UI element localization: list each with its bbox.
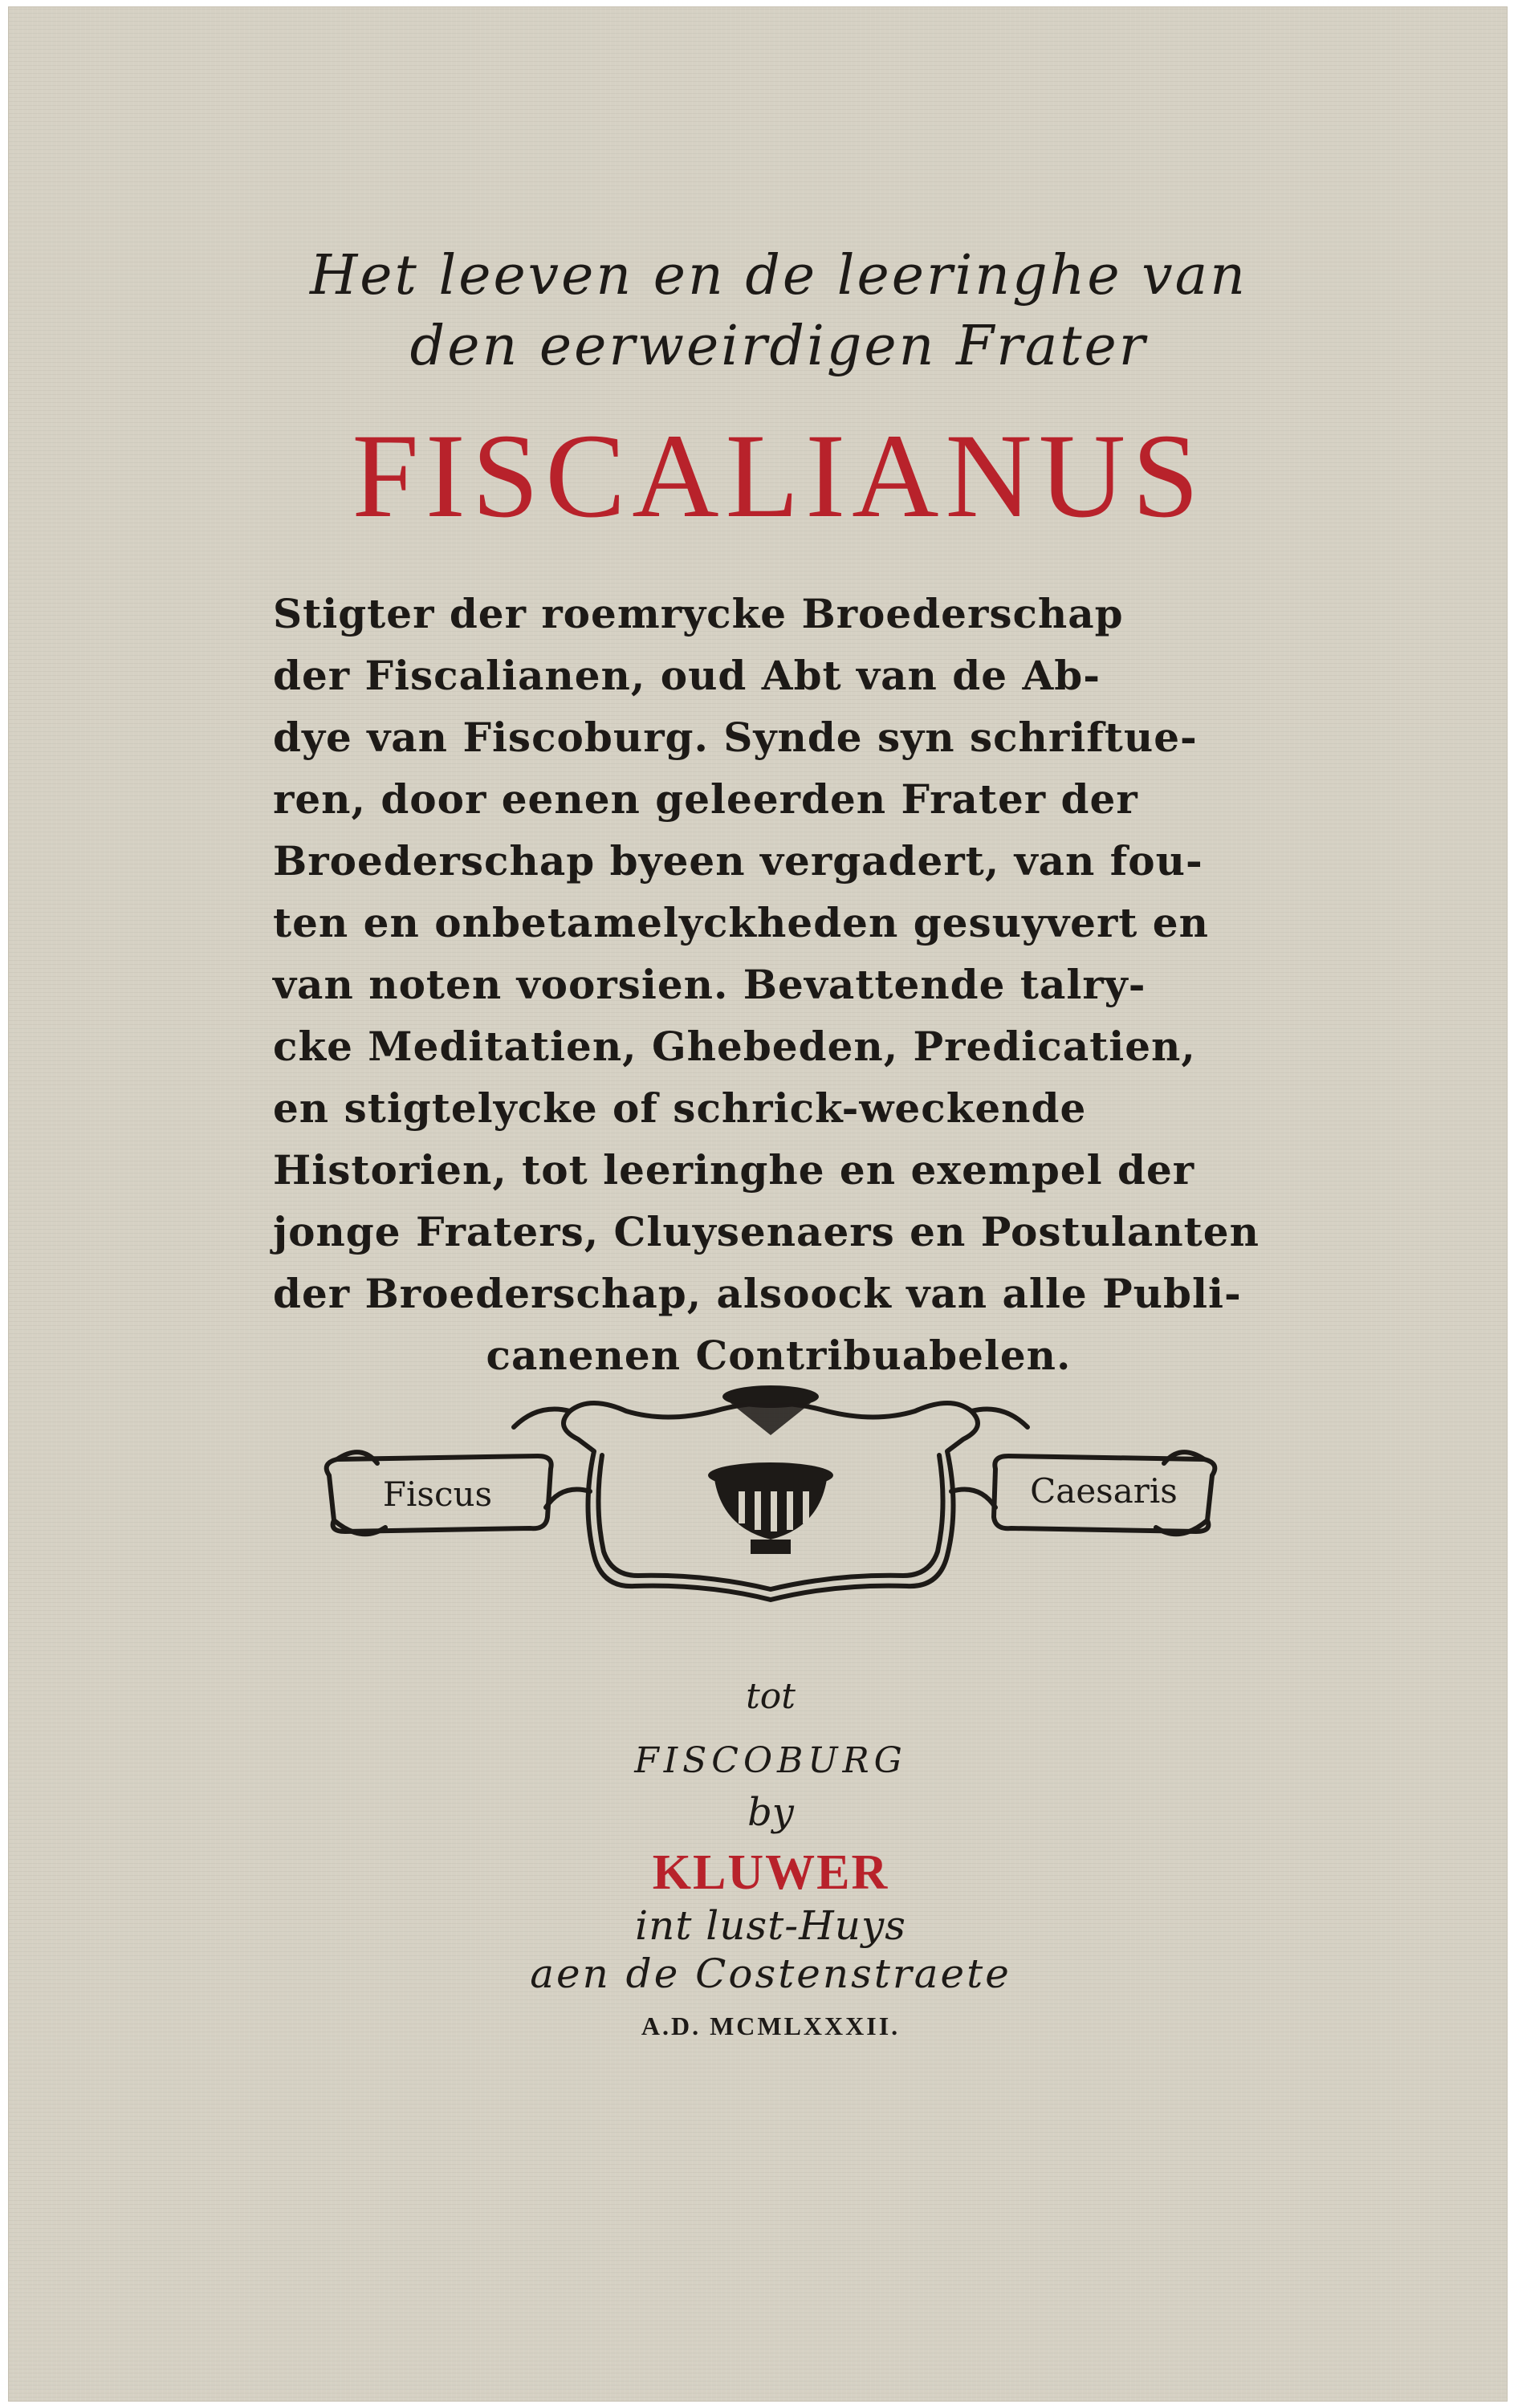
text-line: van noten voorsien. Bevattende talry-: [273, 961, 1146, 1008]
subtitle-line: den eerweirdigen Frater: [409, 315, 1148, 378]
text-line: ten en onbetamelyckheden gesuyvert en: [273, 899, 1209, 946]
cartouche-emblem: [313, 1379, 1228, 1612]
subtitle: [273, 241, 1284, 382]
text-line: der Fiscalianen, oud Abt van de Ab-: [273, 652, 1101, 699]
text-line: Historien, tot leeringhe en exempel der: [273, 1146, 1195, 1194]
imprint-tot: tot: [746, 1676, 796, 1717]
text-line: der Broederschap, alsoock van alle Publi-: [273, 1270, 1242, 1317]
imprint-by: by: [747, 1790, 794, 1835]
book-title: FISCALIANUS: [352, 409, 1206, 543]
imprint-city: FISCOBURG: [634, 1740, 907, 1781]
imprint-street: aen de Costenstraete: [530, 1950, 1011, 1997]
imprint-house: int lust-Huys: [635, 1902, 906, 1949]
emblem-label-right: Caesaris: [1030, 1471, 1178, 1511]
text-line: Broederschap byeen vergadert, van fou-: [273, 837, 1203, 885]
subtitle-line: Het leeven en de leeringhe van: [309, 244, 1248, 307]
text-line: en stigtelycke of schrick-weckende: [273, 1084, 1087, 1132]
text-line: cke Meditatien, Ghebeden, Predicatien,: [273, 1023, 1196, 1070]
text-line: canenen Contribuabelen.: [486, 1332, 1072, 1379]
text-line: ren, door eenen geleerden Frater der: [273, 775, 1138, 823]
text-line: jonge Fraters, Cluysenaers en Postulanten: [273, 1208, 1260, 1255]
descriptive-text: [273, 583, 1284, 1386]
publisher-name: KLUWER: [652, 1845, 889, 1900]
text-line: dye van Fiscoburg. Synde syn schriftue-: [273, 714, 1198, 761]
text-line: Stigter der roemrycke Broederschap: [273, 590, 1124, 637]
imprint-date: A.D. MCMLXXXII.: [641, 2011, 901, 2040]
emblem-label-left: Fiscus: [382, 1474, 493, 1514]
book-cover: [8, 6, 1508, 2402]
